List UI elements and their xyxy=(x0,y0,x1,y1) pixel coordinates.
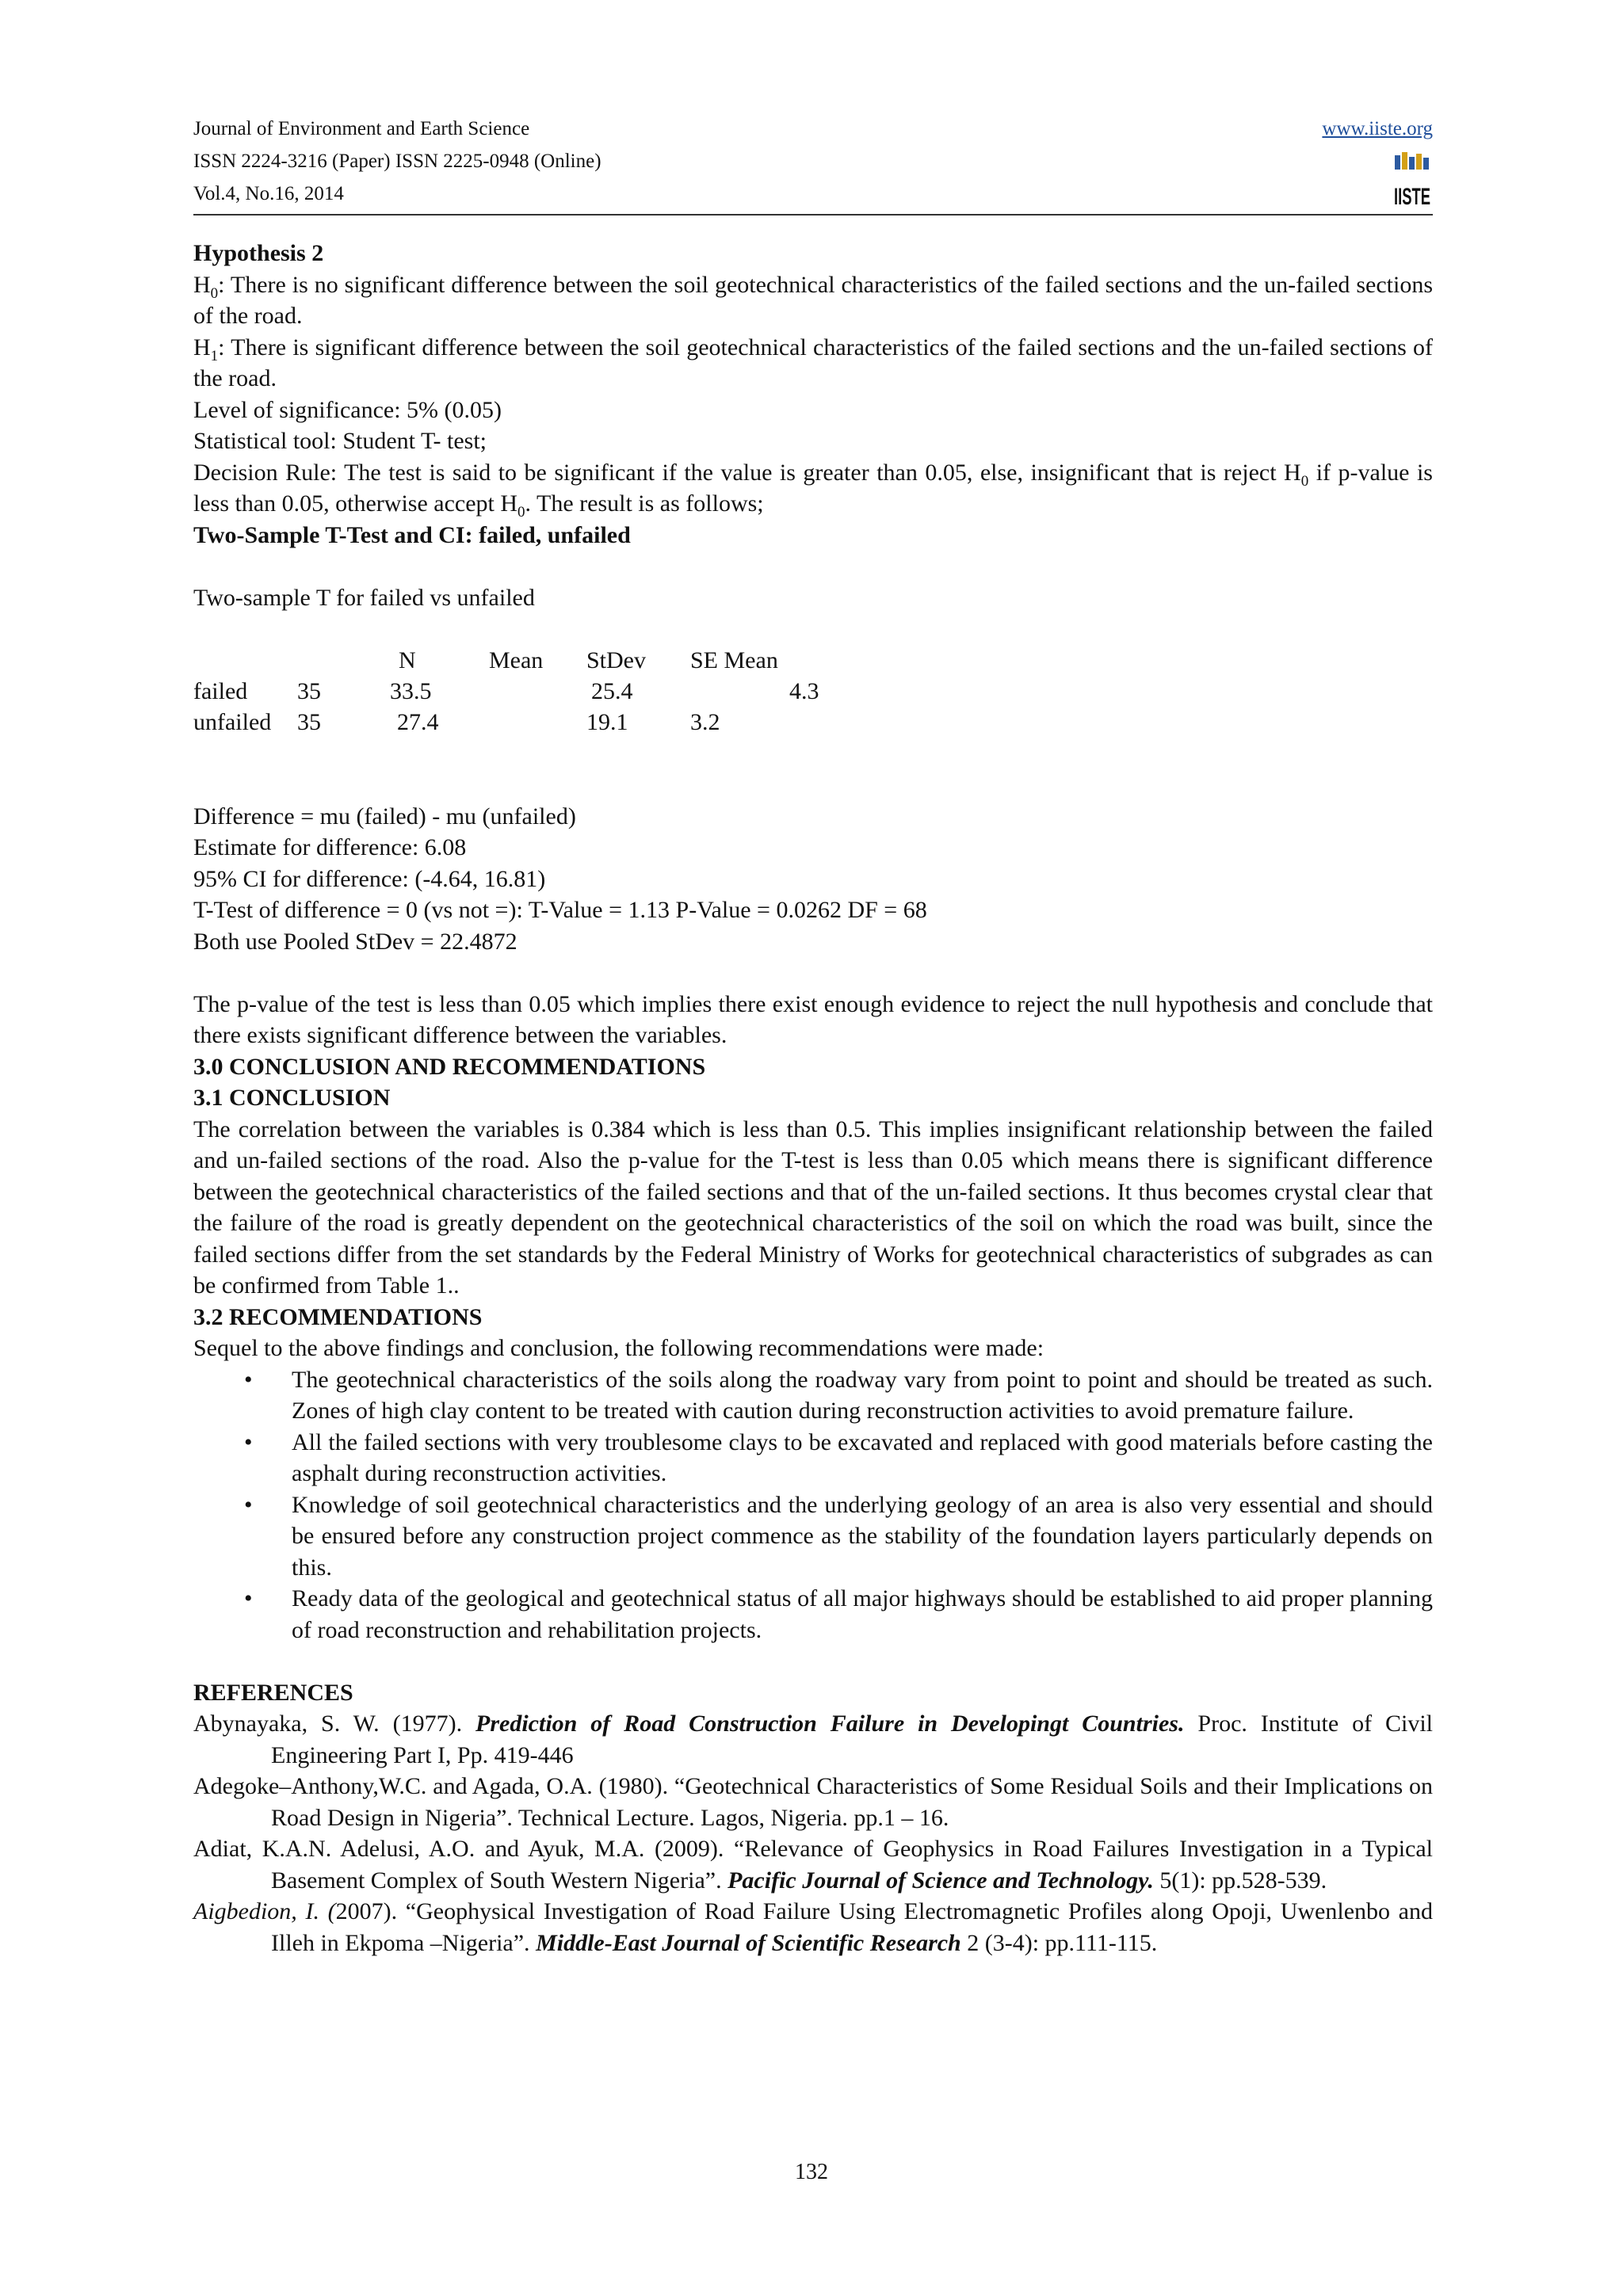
references-heading: REFERENCES xyxy=(193,1679,353,1706)
ttest-interpretation: The p-value of the test is less than 0.05 which implies there exist enough evidence to reject the null hypothesis and conclude that there exists significant difference between the variables. xyxy=(193,990,1433,1048)
cell-unfailed-mean: 27.4 xyxy=(397,708,439,735)
conclusion-heading: 3.1 CONCLUSION xyxy=(193,1085,391,1111)
result-ci: 95% CI for difference: (-4.64, 16.81) xyxy=(193,865,546,892)
reference-entry: Aigbedion, I. (2007). “Geophysical Investigation of Road Failure Using Electromagnetic Profiles along Opoji, Uwenlenbo and Illeh in Ekpoma –Nigeria”. Middle-East Journal of Scientific Research 2 (3-4): pp.111-115. xyxy=(193,1898,1434,1956)
section-3-heading: 3.0 CONCLUSION AND RECOMMENDATIONS xyxy=(193,1053,706,1080)
alternative-hypothesis: $H_1$: There is significant difference between the soil geotechnical characteristics of the failed sections and the un-failed sections of the road. xyxy=(193,334,1433,391)
ttest-table xyxy=(193,645,1433,738)
col-header-semean: SE Mean xyxy=(690,646,778,673)
col-header-mean: Mean xyxy=(489,646,544,673)
cell-failed-n: 35 xyxy=(297,677,321,704)
row-label-failed: failed xyxy=(193,677,248,704)
result-ttest: T-Test of difference = 0 (vs not =): T-Value = 1.13 P-Value = 0.0262 DF = 68 xyxy=(193,897,927,923)
cell-failed-semean: 4.3 xyxy=(789,677,819,704)
journal-issn: ISSN 2224-3216 (Paper) ISSN 2225-0948 (Online) xyxy=(193,151,601,172)
bullet-icon: • xyxy=(244,1428,253,1455)
null-hypothesis: $H_0$: There is no significant difference between the soil geotechnical characteristics of the failed sections and the un-failed sections of the road. xyxy=(193,271,1433,329)
journal-volume: Vol.4, No.16, 2014 xyxy=(193,183,344,204)
cell-unfailed-semean: 3.2 xyxy=(690,708,720,735)
bullet-icon: • xyxy=(244,1366,253,1393)
recommendation-item: • All the failed sections with very troublesome clays to be excavated and replaced with good materials before casting the asphalt during reconstruction activities. xyxy=(292,1427,1433,1489)
ttest-caption: Two-sample T for failed vs unfailed xyxy=(193,584,535,611)
reference-entry: Abynayaka, S. W. (1977). Prediction of Road Construction Failure in Developingt Countries. Proc. Institute of Civil Engineering Part I, Pp. 419-446 xyxy=(193,1711,1433,1768)
recommendation-item: • Ready data of the geological and geotechnical status of all major highways should be established to aid proper planning of road reconstruction and rehabilitation projects. xyxy=(292,1583,1433,1646)
bullet-icon: • xyxy=(244,1491,253,1518)
page-number: 132 xyxy=(795,2160,828,2184)
reference-entry: Adiat, K.A.N. Adelusi, A.O. and Ayuk, M.A. (2009). “Relevance of Geophysics in Road Failures Investigation in a Typical Basement Complex of South Western Nigeria”. Pacific Journal of Science and Technology. 5(1): pp.528-539. xyxy=(193,1836,1433,1894)
header-rule xyxy=(193,214,1433,215)
result-estimate: Estimate for difference: 6.08 xyxy=(193,834,467,860)
col-header-stdev: StDev xyxy=(586,646,646,673)
article-body xyxy=(193,238,1433,1958)
recommendation-item: • Knowledge of soil geotechnical characteristics and the underlying geology of an area is also very essential and should be ensured before any construction project commence as the stability of the foundation layers particularly depends on this. xyxy=(292,1489,1433,1584)
iiste-logo-text: IISTE xyxy=(1394,184,1430,210)
cell-unfailed-n: 35 xyxy=(297,708,321,735)
recommendations-list xyxy=(193,1364,1433,1646)
recommendations-heading: 3.2 RECOMMENDATIONS xyxy=(193,1303,483,1330)
result-pooled-stdev: Both use Pooled StDev = 22.4872 xyxy=(193,928,517,955)
cell-failed-mean: 33.5 xyxy=(390,677,432,704)
row-label-unfailed: unfailed xyxy=(193,708,272,735)
cell-failed-stdev: 25.4 xyxy=(591,677,633,704)
recommendation-item: • The geotechnical characteristics of the soils along the roadway vary from point to point and should be treated as such. Zones of high clay content to be treated with caution during reconstruction activities to avoid premature failure. xyxy=(292,1364,1433,1427)
statistical-tool: Statistical tool: Student T- test; xyxy=(193,428,487,454)
hypothesis-title: Hypothesis 2 xyxy=(193,240,324,266)
conclusion-text: The correlation between the variables is 0.384 which is less than 0.5. This implies insignificant relationship between the failed and un-failed sections of the road. Also the p-value for the T-test is less than 0.05 which means there is significant difference between the geotechnical characteristics of the failed sections and that of the un-failed sections. It thus becomes crystal clear that the failure of the road is greatly dependent on the geotechnical characteristics of the soil on which the road was built, since the failed sections differ from the set standards by the Federal Ministry of Works for geotechnical characteristics of subgrades as can be confirmed from Table 1.. xyxy=(193,1116,1433,1299)
journal-name: Journal of Environment and Earth Science xyxy=(193,118,530,139)
decision-rule: Decision Rule: The test is said to be significant if the value is greater than 0.05, else, insignificant that is reject $H_0$ if p-value is less than 0.05, otherwise accept $H_0$. The result is as follows; xyxy=(193,459,1433,521)
page-header xyxy=(193,113,1433,214)
reference-entry: Adegoke–Anthony,W.C. and Agada, O.A. (1980). “Geotechnical Characteristics of Some Residual Soils and their Implications on Road Design in Nigeria”. Technical Lecture. Lagos, Nigeria. pp.1 – 16. xyxy=(193,1773,1433,1831)
significance-level: Level of significance: 5% (0.05) xyxy=(193,396,502,423)
cell-unfailed-stdev: 19.1 xyxy=(586,708,628,735)
result-difference: Difference = mu (failed) - mu (unfailed) xyxy=(193,803,576,830)
journal-url-link[interactable]: www.iiste.org xyxy=(1322,118,1433,139)
bullet-icon: • xyxy=(244,1585,253,1611)
iiste-logo xyxy=(1393,151,1431,209)
col-header-n: N xyxy=(399,646,416,673)
recommendations-intro: Sequel to the above findings and conclusion, the following recommendations were made: xyxy=(193,1335,1044,1361)
ttest-heading: Two-Sample T-Test and CI: failed, unfailed xyxy=(193,521,631,548)
